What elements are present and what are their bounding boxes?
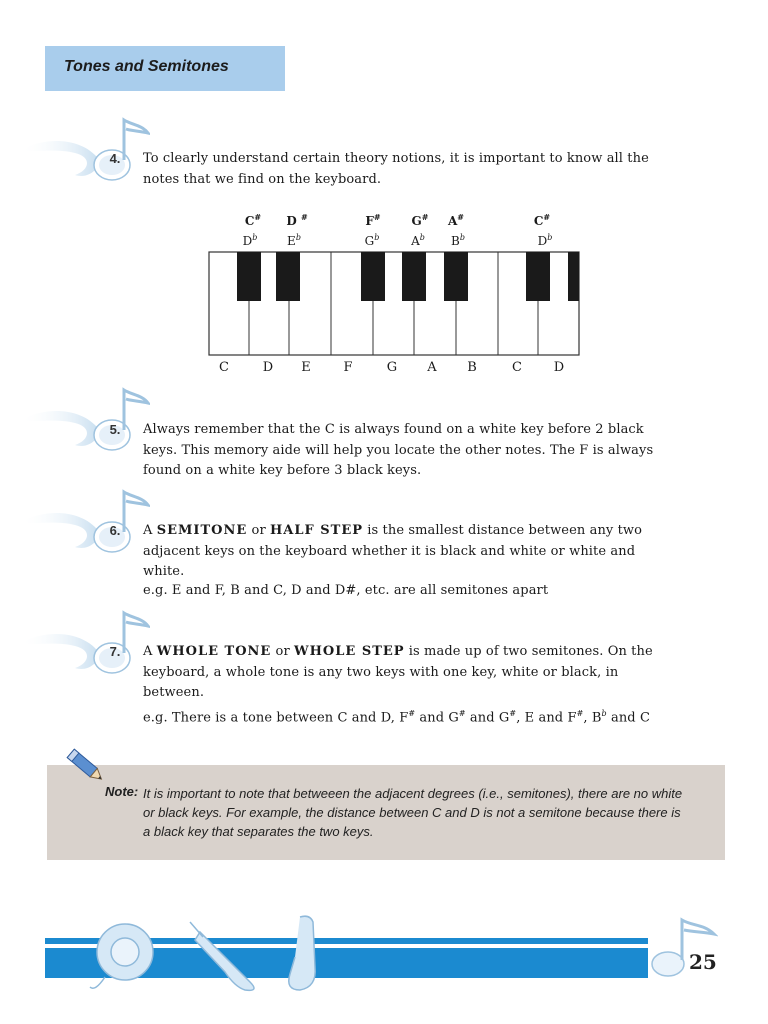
term-whole-tone: WHOLE TONE (156, 644, 272, 659)
term-half-step: HALF STEP (270, 523, 364, 538)
section-number: 7. (109, 644, 121, 659)
sharp-label: G# (411, 212, 429, 228)
flat-label: $D^b$ (242, 233, 258, 248)
black-key (402, 252, 426, 301)
pencil-icon (62, 745, 108, 787)
black-key (444, 252, 468, 301)
example-text: e.g. There is a tone between C and D, F# and G# and G#, E and F#, $B^b$ and C (143, 709, 651, 726)
black-key (361, 252, 385, 301)
music-note-bullet-icon (20, 115, 150, 195)
example-text: e.g. E and F, B and C, D and D#, etc. are all semitones apart (143, 583, 549, 598)
music-note-bullet-icon (20, 487, 150, 567)
violin-icon (195, 932, 254, 990)
note-text: It is important to note that betweeen the adjacent degrees (i.e., semitones), there are no white or black keys. For example, the distance between C and D is not a semitone because there is a black key that separates the two keys. (143, 786, 683, 839)
term-whole-step: WHOLE STEP (294, 644, 405, 659)
flat-label: $D^b$ (537, 233, 553, 248)
instruments-illustration (85, 912, 385, 997)
page-title: Tones and Semitones (64, 58, 229, 75)
flat-label: $B^b$ (451, 233, 465, 248)
note-label: Note: (105, 784, 139, 799)
music-note-bullet-icon (20, 385, 150, 465)
paragraph: A WHOLE TONE or WHOLE STEP is made up of two semitones. On the keyboard, a whole tone is any two keys with one key, white or black, in between. (143, 644, 653, 700)
flat-label: $A^b$ (411, 233, 425, 248)
black-key (526, 252, 550, 301)
white-key-label: A (427, 360, 437, 375)
section-number: 5. (109, 422, 121, 437)
section-number: 4. (109, 151, 121, 166)
white-key-label: G (386, 360, 398, 375)
sharp-label: C# (533, 212, 551, 228)
sharp-label: C# (244, 212, 262, 228)
term-semitone: SEMITONE (156, 523, 248, 538)
white-key-label: E (301, 360, 311, 375)
black-key (568, 252, 579, 301)
flat-label: $E^b$ (287, 233, 301, 248)
sharp-label: F# (365, 212, 381, 228)
flat-label: $G^b$ (364, 233, 380, 248)
black-key (237, 252, 261, 301)
section-number: 6. (109, 523, 121, 538)
white-key-label: F (343, 360, 353, 375)
white-key-label: C (219, 360, 229, 375)
black-key (276, 252, 300, 301)
paragraph: Always remember that the C is always found on a white key before 2 black keys. This memory aide will help you locate the other notes. The F is always found on a white key before 3 black keys. (143, 422, 654, 478)
white-key-label: B (467, 360, 477, 375)
white-key-label: D (262, 360, 274, 375)
sharp-label: A# (447, 212, 464, 228)
saxophone-icon (289, 916, 315, 990)
white-key-label: D (553, 360, 565, 375)
sharp-label: D # (286, 212, 308, 228)
white-key-label: C (512, 360, 522, 375)
page-number: 25 (689, 950, 717, 974)
paragraph: A SEMITONE or HALF STEP is the smallest distance between any two adjacent keys on the keyboard whether it is black and white or white and white. (143, 523, 643, 579)
piano-keyboard (208, 251, 580, 357)
paragraph: To clearly understand certain theory notions, it is important to know all the notes that we find on the keyboard. (143, 151, 649, 187)
music-note-bullet-icon (20, 608, 150, 688)
